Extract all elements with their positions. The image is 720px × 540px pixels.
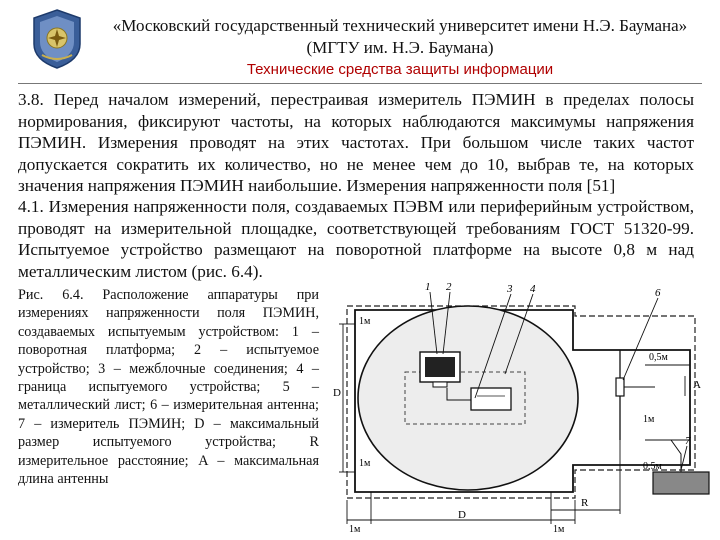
- callout-4: 4: [530, 283, 536, 295]
- dim-D-left: D: [333, 387, 341, 399]
- paragraph-4-1: 4.1. Измерения напряженности поля, создаваемых ПЭВМ или периферийным устройством, проводят на измерительной площадке, соответствующей требованиям ГОСТ 51320-99. Испытуемое устройство размещают на поворотной платформе на высоте 0,8 м над металлическим листом (рис. 6.4).: [18, 197, 694, 281]
- header-university-abbr: (МГТУ им. Н.Э. Баумана): [306, 38, 494, 57]
- dim-1m-top: 1м: [359, 316, 371, 327]
- dim-1m-bottom-right: 1м: [553, 524, 565, 535]
- monitor-stand: [433, 382, 447, 387]
- dim-A: A: [693, 379, 701, 391]
- callout-1: 1: [425, 281, 431, 293]
- dim-1m-bottom-left: 1м: [349, 524, 361, 535]
- callout-7: 7: [685, 435, 691, 447]
- monitor-screen: [425, 357, 455, 377]
- figure-caption: Рис. 6.4. Расположение аппаратуры при измерениях напряженности поля ПЭМИН, создаваемых испытуемым устройством: 1 – поворотная платформа; 2 – испытуемое устройство; 3 – межблочные соединения; 4 – граница испытуемого устройства; 5 – металлический лист; 6 – измерительная антенна; 7 – измеритель ПЭМИН; D – максимальный размер испытуемого устройства; R измерительное расстояние; A – максимальная длина антенны: [18, 287, 319, 488]
- dim-05m-lower: 0,5м: [643, 461, 662, 472]
- header-divider: [18, 83, 702, 84]
- dim-D-bottom: D: [458, 509, 466, 521]
- dim-05m-upper: 0,5м: [649, 352, 668, 363]
- paragraph-3-8: 3.8. Перед началом измерений, перестраивая измеритель ПЭМИН в пределах полосы нормирования, фиксируют частоты, на которых наблюдаются максимумы напряжения ПЭМИН. Измерения проводят на этих частотах. При большом числе таких частот допускается сократить их количество, но не менее чем до 10, выбрав те, на которых значения напряжения ПЭМИН наибольшие. Измерения напряженности поля [51]: [18, 90, 694, 195]
- dim-R: R: [581, 497, 589, 509]
- dim-1m-bottom: 1м: [359, 458, 371, 469]
- header-course-title: Технические средства защиты информации: [246, 61, 554, 78]
- university-logo: [30, 8, 84, 70]
- antenna-element: [616, 378, 624, 396]
- emi-meter: [653, 472, 709, 494]
- measurement-setup-diagram: [325, 280, 720, 540]
- rotating-platform: [358, 306, 578, 490]
- callout-6: 6: [655, 287, 661, 299]
- dim-1m-right: 1м: [643, 414, 655, 425]
- callout-3: 3: [507, 283, 513, 295]
- header-university-name: «Московский государственный технический университет имени Н.Э. Баумана»: [112, 16, 688, 35]
- callout-2: 2: [446, 281, 452, 293]
